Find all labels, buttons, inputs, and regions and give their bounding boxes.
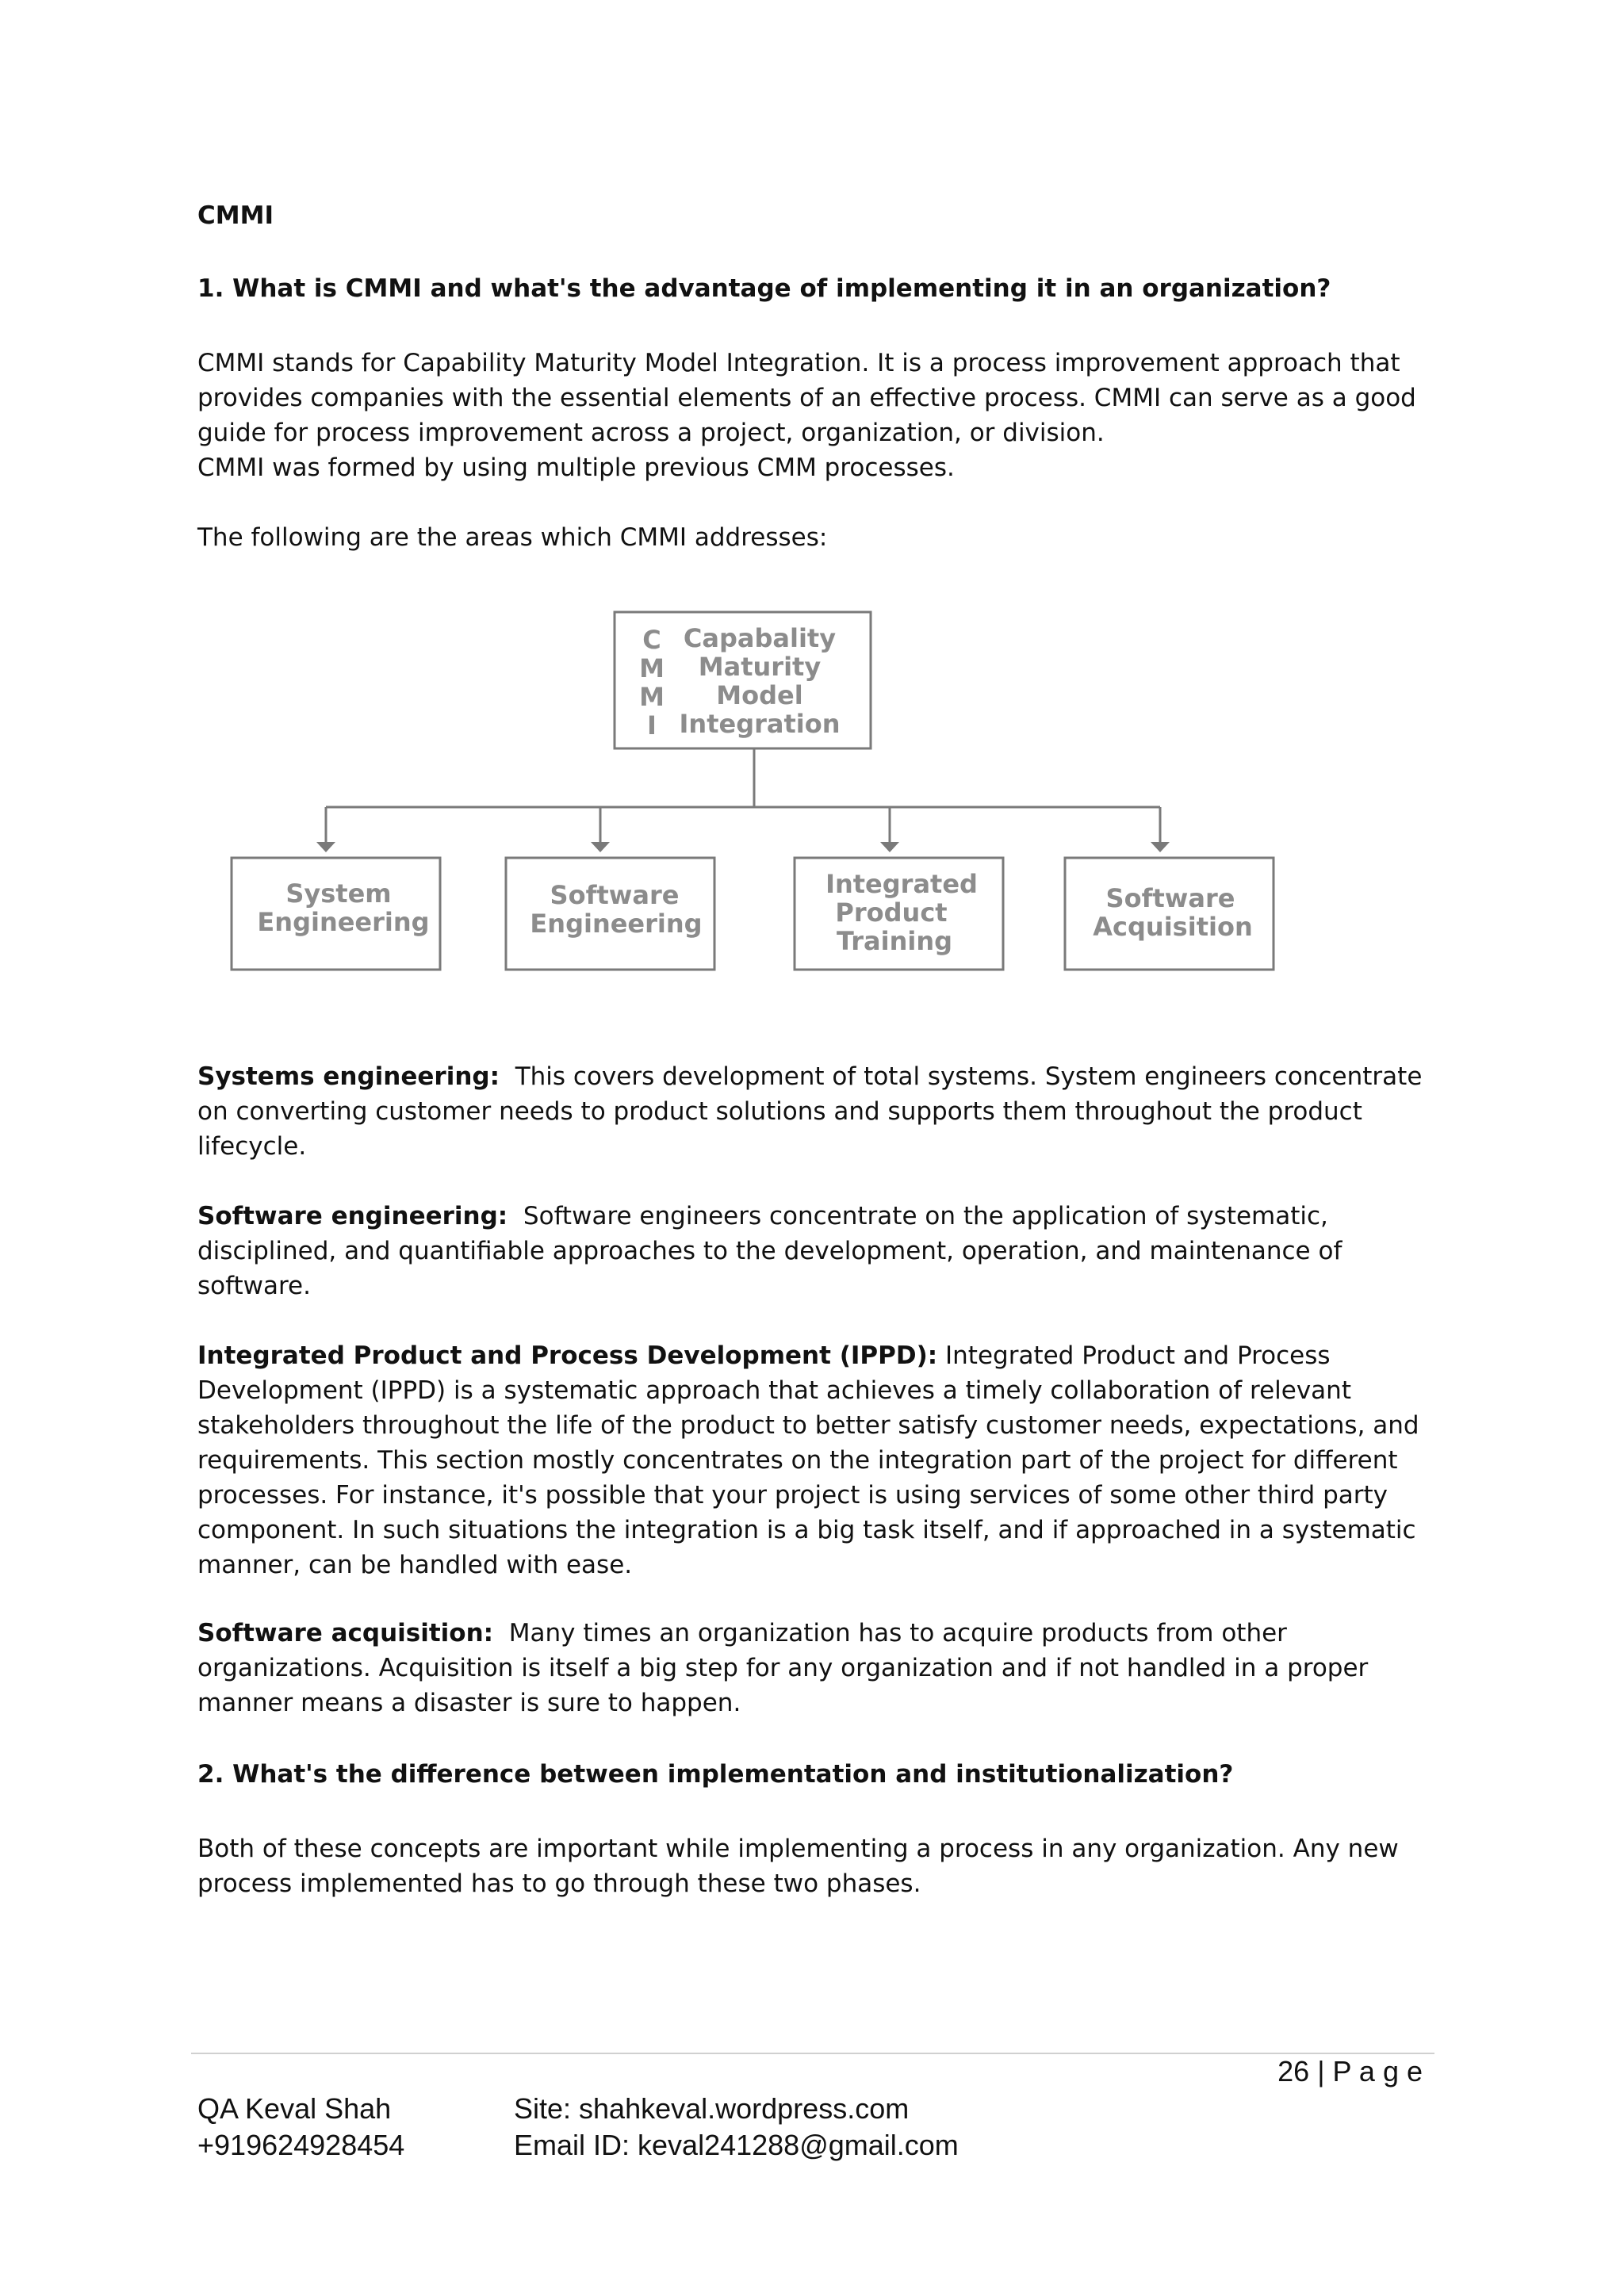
q1-paragraph-1: CMMI stands for Capability Maturity Model Integration. It is a process improvement approach that provides companies with the essential elements of an effective process. CMMI can serve as a good guide for process improvement across a project, organization, or division. bbox=[197, 349, 1416, 447]
area-systems-engineering bbox=[197, 1059, 1434, 1164]
q2-paragraph-1: Both of these concepts are important while implementing a process in any organization. Any new process implemented has to go through these two phases. bbox=[197, 1835, 1399, 1898]
page-number: 26 | P a g e bbox=[1277, 2055, 1423, 2087]
area-software-acquisition bbox=[197, 1616, 1434, 1720]
q1-paragraph-2: CMMI was formed by using multiple previous CMM processes. bbox=[197, 453, 955, 482]
footer-phone: +919624928454 bbox=[197, 2129, 405, 2161]
root-word-2: Maturity bbox=[698, 652, 822, 682]
root-word-1: Capabality bbox=[683, 623, 837, 653]
question-2: 2. What's the difference between implementation and institutionalization? bbox=[197, 1760, 1234, 1789]
system-engineering-line-2: Engineering bbox=[257, 907, 430, 937]
footer-site: Site: shahkeval.wordpress.com bbox=[514, 2092, 910, 2125]
area-ippd bbox=[197, 1338, 1434, 1582]
footer-divider bbox=[191, 2053, 1434, 2054]
integrated-product-training-line-3: Training bbox=[836, 926, 953, 956]
arrow-1 bbox=[316, 842, 335, 852]
section-title: CMMI bbox=[197, 201, 274, 230]
connector-lines bbox=[326, 748, 1160, 842]
area-text: Integrated Product and Process Development (IPPD) is a systematic approach that achieves a timely collaboration of relevant stakeholders throughout the life of the product to better satisfy customer needs, expectations, and requirements. This section mostly concentrates on the integration part of the project for different processes. For instance, it's possible that your project is using services of some other third party component. In such situations the integration is a big task itself, and if approached in a systematic manner, can be handled with ease. bbox=[197, 1341, 1419, 1579]
area-text: Many times an organization has to acquire products from other organizations. Acquisition is itself a big step for any organization and if not handled in a proper manner means a disaster is sure to happen. bbox=[197, 1619, 1369, 1717]
area-title: Software engineering: bbox=[197, 1202, 508, 1230]
area-software-engineering bbox=[197, 1199, 1434, 1303]
question-1: 1. What is CMMI and what's the advantage of implementing it in an organization? bbox=[197, 274, 1331, 303]
integrated-product-training-line-1: Integrated bbox=[825, 869, 978, 899]
area-text: Software engineers concentrate on the application of systematic, disciplined, and quantifiable approaches to the development, operation, and maintenance of software. bbox=[197, 1202, 1342, 1300]
software-acquisition-line-1: Software bbox=[1105, 883, 1235, 913]
q1-paragraph-3: The following are the areas which CMMI addresses: bbox=[197, 523, 828, 552]
software-engineering-line-1: Software bbox=[550, 880, 680, 910]
root-letter-i: I bbox=[647, 710, 657, 740]
arrow-3 bbox=[880, 842, 899, 852]
area-title: Systems engineering: bbox=[197, 1062, 500, 1091]
cmmi-areas-diagram bbox=[222, 603, 1300, 983]
root-letter-m1: M bbox=[639, 653, 665, 683]
integrated-product-training-line-2: Product bbox=[835, 897, 948, 928]
root-word-4: Integration bbox=[679, 709, 841, 739]
arrow-2 bbox=[591, 842, 610, 852]
software-acquisition-line-2: Acquisition bbox=[1093, 912, 1253, 942]
root-word-3: Model bbox=[716, 680, 803, 710]
footer-email: Email ID: keval241288@gmail.com bbox=[514, 2129, 959, 2161]
root-letter-c: C bbox=[642, 625, 661, 655]
area-text: This covers development of total systems. System engineers concentrate on converting customer needs to product solutions and supports them throughout the product lifecycle. bbox=[197, 1062, 1423, 1161]
arrow-4 bbox=[1151, 842, 1170, 852]
footer-author: QA Keval Shah bbox=[197, 2092, 392, 2125]
area-title: Software acquisition: bbox=[197, 1619, 494, 1647]
system-engineering-line-1: System bbox=[285, 878, 392, 909]
root-letter-m2: M bbox=[639, 682, 665, 712]
area-title: Integrated Product and Process Development (IPPD): bbox=[197, 1341, 938, 1370]
software-engineering-line-2: Engineering bbox=[530, 909, 703, 939]
